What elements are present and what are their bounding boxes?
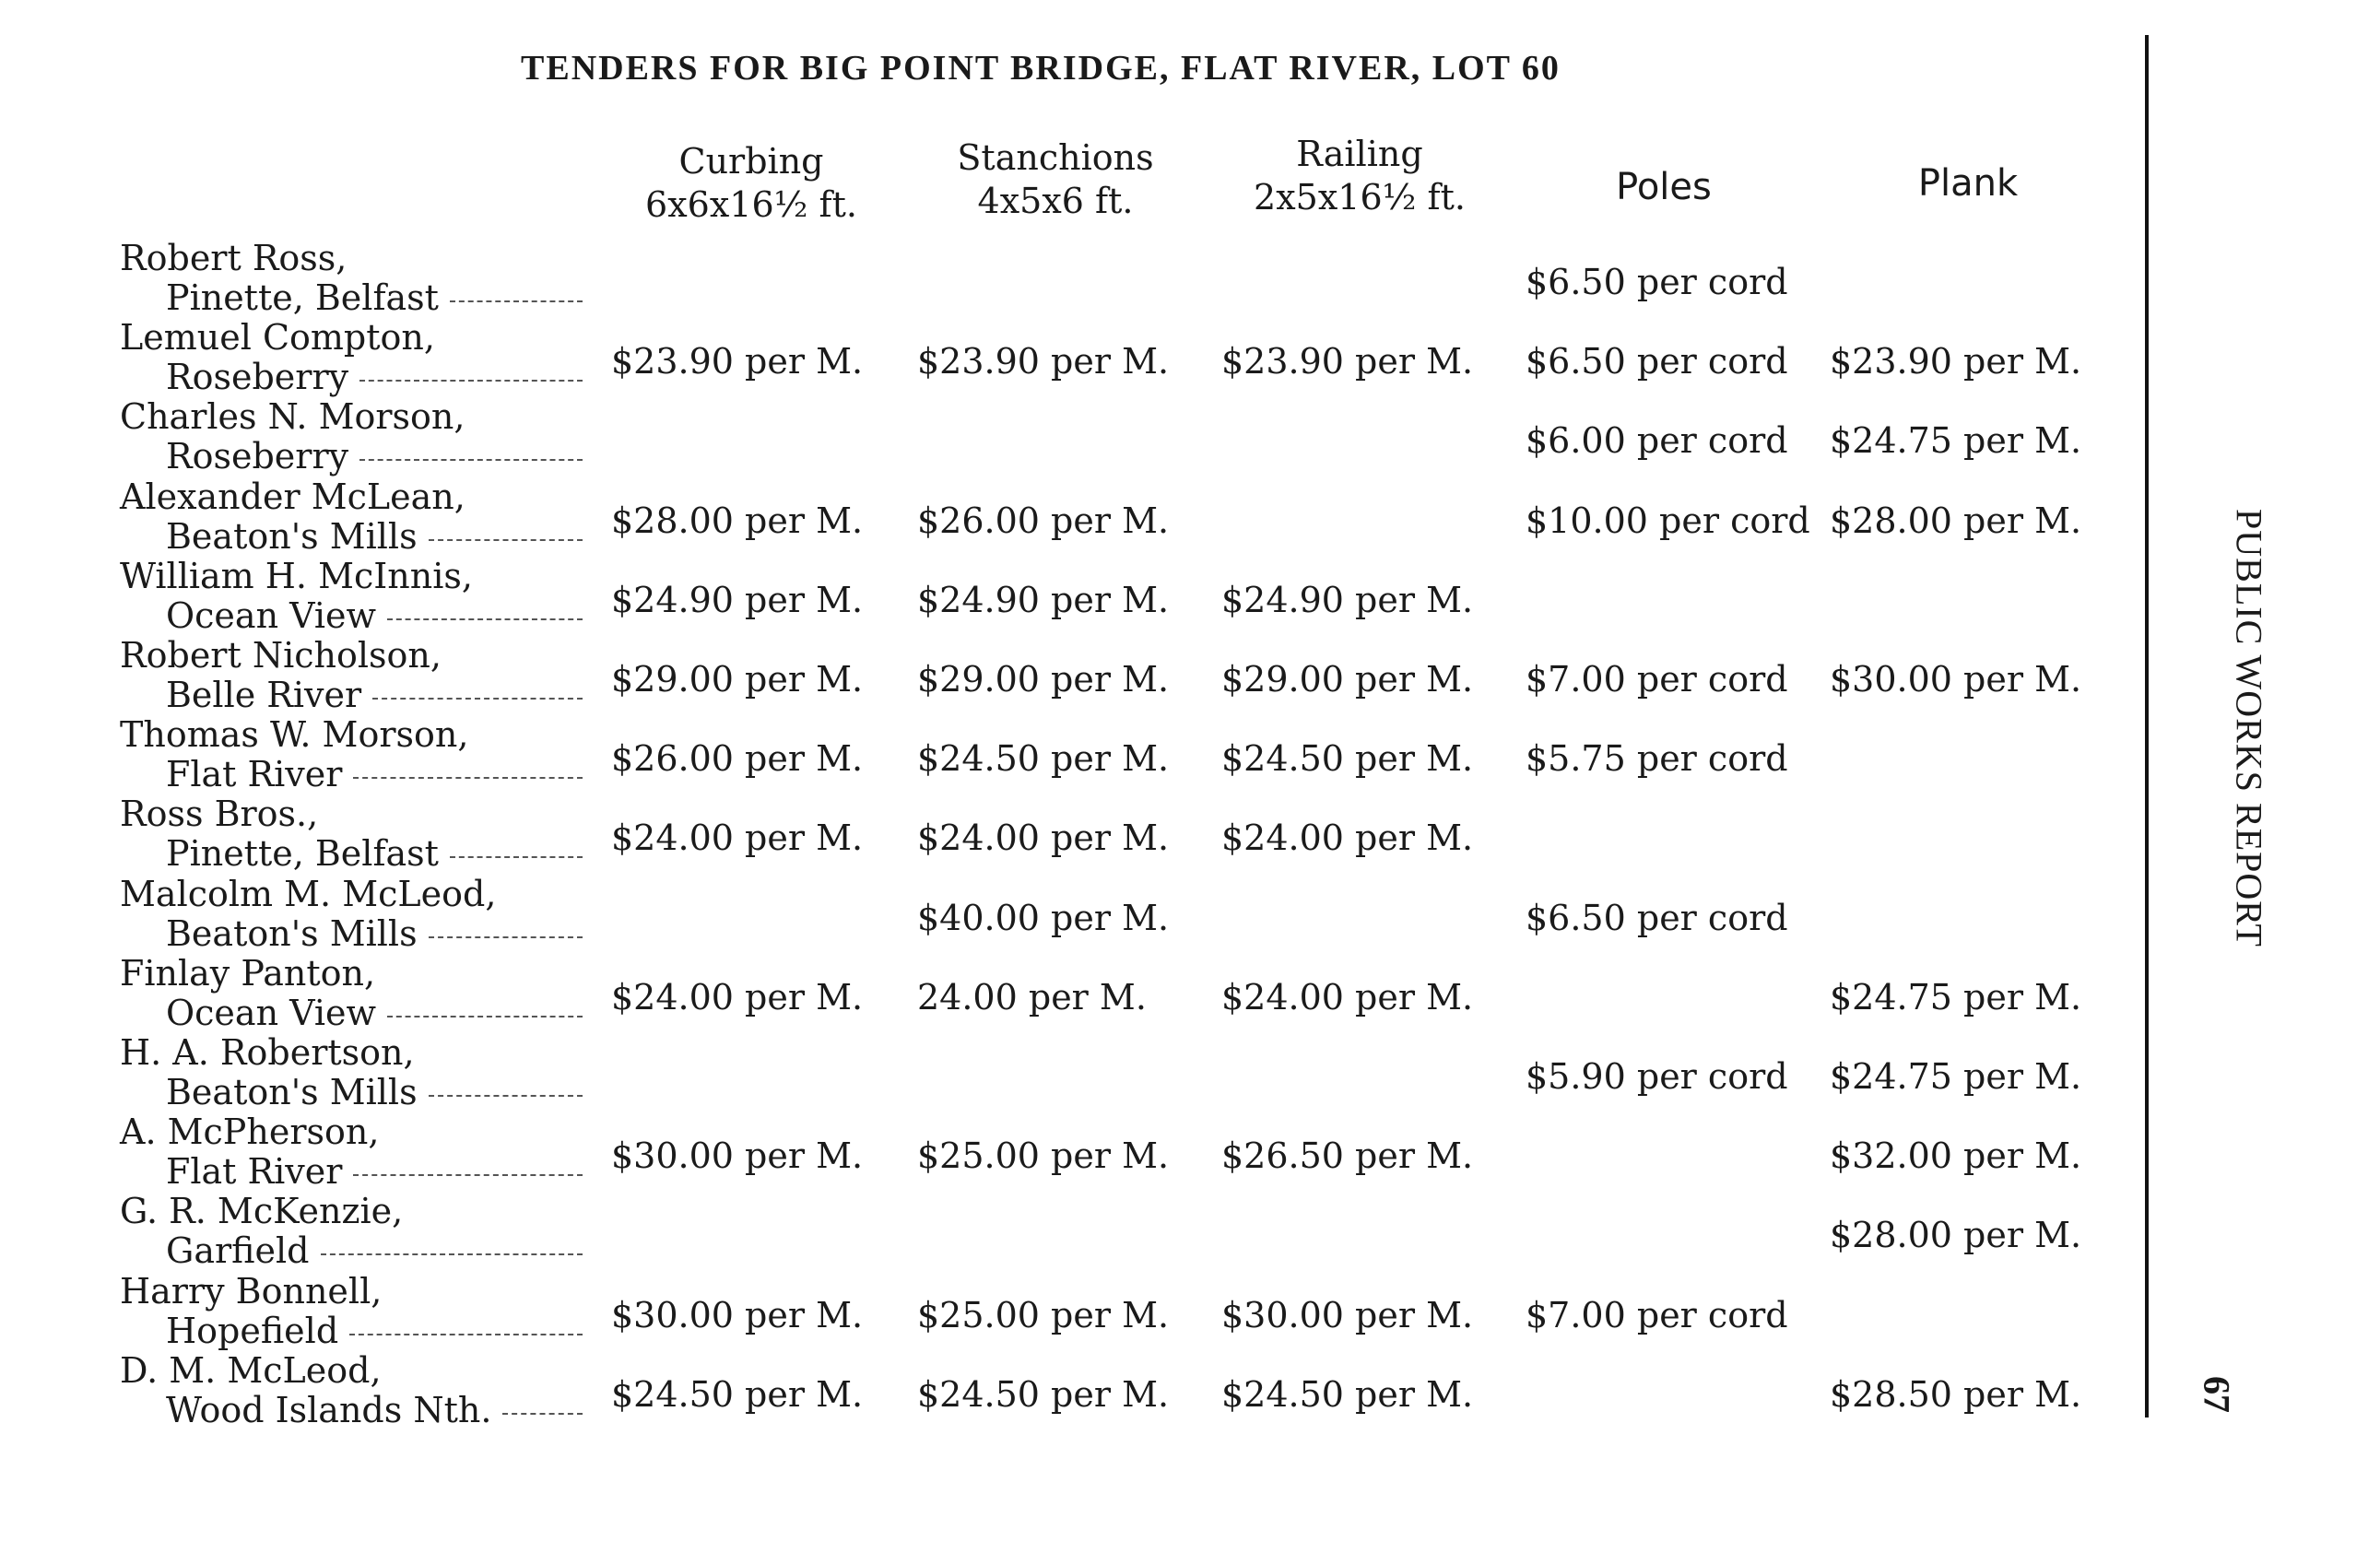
cell-curbing: $29.00 per M. [611,659,864,700]
tenderer-name: Thomas W. Morson, [120,714,469,755]
cell-plank: $24.75 per M. [1830,977,2082,1018]
cell-plank: $28.00 per M. [1830,1215,2082,1255]
column-header-stanchions-line2: 4x5x6 ft. [977,181,1134,221]
table-row [120,1271,2102,1350]
cell-stanchions: $24.50 per M. [917,738,1170,779]
cell-stanchions: $23.90 per M. [917,341,1170,382]
leader-dots [321,1253,583,1255]
cell-poles: $6.50 per cord [1526,262,1788,302]
column-header-stanchions-line1: Stanchions [957,137,1154,178]
cell-poles: $5.90 per cord [1526,1056,1788,1097]
cell-curbing: $24.00 per M. [611,818,864,858]
page-number [2189,1367,2245,1422]
tenderer-place-line [166,675,583,715]
cell-poles: $6.50 per cord [1526,341,1788,382]
column-header-curbing-line1: Curbing [678,141,824,182]
cell-stanchions: $24.90 per M. [917,580,1170,620]
tenderer-place: Wood Islands Nth. [166,1390,492,1430]
table-row [120,1350,2102,1429]
cell-railing: $23.90 per M. [1221,341,1474,382]
cell-poles: $7.00 per cord [1526,659,1788,700]
cell-stanchions: 24.00 per M. [917,977,1147,1018]
tenderer-place-line [166,1151,583,1192]
table-row [120,396,2102,476]
cell-plank: $30.00 per M. [1830,659,2082,700]
tenderer-name: H. A. Robertson, [120,1032,415,1073]
cell-stanchions: $29.00 per M. [917,659,1170,700]
tenderer-place-line [166,1072,583,1112]
cell-stanchions: $25.00 per M. [917,1135,1170,1176]
tenderer-place-line [166,913,583,954]
cell-railing: $29.00 per M. [1221,659,1474,700]
tenderer-place: Flat River [166,754,343,794]
leader-dots [387,1016,583,1018]
leader-dots [353,777,583,779]
tenderer-place: Roseberry [166,357,349,397]
tenderer-place-line [166,754,583,794]
cell-stanchions: $40.00 per M. [917,898,1170,938]
cell-curbing: $30.00 per M. [611,1135,864,1176]
cell-railing: $24.00 per M. [1221,977,1474,1018]
cell-stanchions: $24.00 per M. [917,818,1170,858]
leader-dots [349,1334,583,1335]
cell-poles: $5.75 per cord [1526,738,1788,779]
leader-dots [502,1413,583,1415]
cell-railing: $26.50 per M. [1221,1135,1474,1176]
column-header-railing-line2: 2x5x16½ ft. [1254,177,1466,218]
tenderer-place: Ocean View [166,993,377,1033]
tenderer-name: Harry Bonnell, [120,1271,383,1312]
cell-curbing: $24.50 per M. [611,1374,864,1415]
tenderer-place: Pinette, Belfast [166,833,439,874]
tenderer-place: Garfield [166,1230,310,1271]
table-row [120,1032,2102,1112]
tenderer-place: Flat River [166,1151,343,1192]
tenderer-name: A. McPherson, [120,1112,380,1152]
cell-poles: $10.00 per cord [1526,500,1810,541]
cell-curbing: $26.00 per M. [611,738,864,779]
leader-dots [372,698,583,700]
table-row [120,1112,2102,1191]
tenderer-name: Finlay Panton, [120,953,376,994]
leader-dots [359,459,583,461]
table-row [120,476,2102,556]
tenderer-place-line [166,1390,583,1430]
column-header-plank: Plank [1917,162,2019,205]
page-title: TENDERS FOR BIG POINT BRIDGE, FLAT RIVER, LOT 60 [521,49,1561,88]
leader-dots [450,856,583,858]
cell-railing: $24.50 per M. [1221,1374,1474,1415]
tenderer-place: Beaton's Mills [166,1072,418,1112]
tenderer-place: Ocean View [166,595,377,636]
tenderer-place-line [166,993,583,1033]
cell-plank: $24.75 per M. [1830,1056,2082,1097]
leader-dots [429,936,583,938]
column-header-stanchions [931,136,1180,223]
cell-plank: $24.75 per M. [1830,420,2082,461]
leader-dots [353,1174,583,1176]
leader-dots [429,1095,583,1097]
table-row [120,953,2102,1032]
cell-railing: $30.00 per M. [1221,1295,1474,1335]
table-row [120,1191,2102,1270]
cell-railing: $24.00 per M. [1221,818,1474,858]
tenderer-name: Robert Ross, [120,238,348,278]
leader-dots [450,300,583,302]
leader-dots [429,539,583,541]
page-number-text: 67 [2196,1376,2238,1413]
tenderer-name: Ross Bros., [120,794,319,834]
table-row [120,794,2102,873]
tenderer-place: Beaton's Mills [166,913,418,954]
leader-dots [387,618,583,620]
cell-poles: $6.00 per cord [1526,420,1788,461]
column-header-curbing [627,140,876,227]
cell-railing: $24.90 per M. [1221,580,1474,620]
cell-curbing: $24.00 per M. [611,977,864,1018]
tenderer-name: Malcolm M. McLeod, [120,874,497,914]
column-header-railing-line1: Railing [1296,134,1423,174]
cell-curbing: $30.00 per M. [611,1295,864,1335]
table-row [120,556,2102,635]
table-row [120,874,2102,953]
tenderer-name: Lemuel Compton, [120,317,435,358]
tenderer-name: D. M. McLeod, [120,1350,382,1391]
cell-poles: $7.00 per cord [1526,1295,1788,1335]
cell-curbing: $23.90 per M. [611,341,864,382]
tenderer-name: Alexander McLean, [120,476,465,517]
column-header-poles: Poles [1616,166,1712,208]
table-row [120,714,2102,794]
vertical-rule [2145,35,2149,1417]
side-running-header [2221,461,2277,995]
cell-railing: $24.50 per M. [1221,738,1474,779]
table-row [120,635,2102,714]
column-header-curbing-line2: 6x6x16½ ft. [645,184,857,225]
table-row [120,238,2102,317]
cell-stanchions: $25.00 per M. [917,1295,1170,1335]
tenderer-place: Beaton's Mills [166,516,418,557]
side-running-header-text: PUBLIC WORKS REPORT [2228,509,2270,947]
tenderer-place-line [166,277,583,318]
cell-plank: $28.50 per M. [1830,1374,2082,1415]
tenderer-place-line [166,436,583,476]
tenderer-place: Pinette, Belfast [166,277,439,318]
cell-curbing: $24.90 per M. [611,580,864,620]
cell-stanchions: $26.00 per M. [917,500,1170,541]
tenderer-place-line [166,833,583,874]
tenderer-name: Charles N. Morson, [120,396,465,437]
column-header-railing [1235,133,1484,219]
tenderer-name: Robert Nicholson, [120,635,442,676]
cell-poles: $6.50 per cord [1526,898,1788,938]
cell-plank: $28.00 per M. [1830,500,2082,541]
cell-stanchions: $24.50 per M. [917,1374,1170,1415]
tenderer-place: Hopefield [166,1311,339,1351]
leader-dots [359,380,583,382]
tenderer-place-line [166,1230,583,1271]
cell-plank: $32.00 per M. [1830,1135,2082,1176]
tenderer-place-line [166,516,583,557]
tenderer-place: Roseberry [166,436,349,476]
tenderer-place-line [166,595,583,636]
tenderer-place-line [166,1311,583,1351]
tenderer-place: Belle River [166,675,362,715]
tenderer-name: G. R. McKenzie, [120,1191,404,1231]
cell-curbing: $28.00 per M. [611,500,864,541]
tenderer-name: William H. McInnis, [120,556,473,596]
tenderer-place-line [166,357,583,397]
table-row [120,317,2102,396]
cell-plank: $23.90 per M. [1830,341,2082,382]
